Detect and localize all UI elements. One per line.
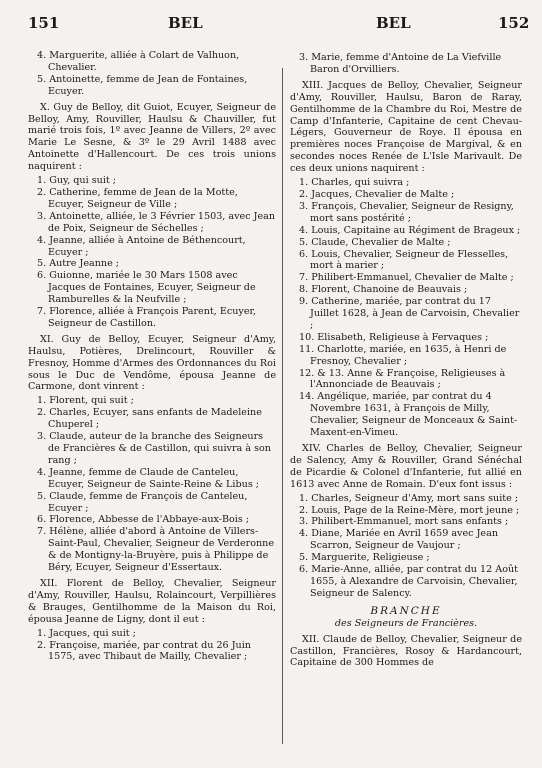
entry-list (28, 175, 276, 330)
entry-list (290, 52, 522, 76)
running-head-left: BEL (168, 14, 203, 32)
entry-list (28, 395, 276, 574)
entry-list (28, 628, 276, 664)
list-entry: 2. Charles, Ecuyer, sans enfants de Madeleine Chuperel ; (37, 407, 262, 431)
list-entry: 2. Jacques, Chevalier de Malte ; (299, 188, 455, 200)
list-entry: 6. Marie-Anne, alliée, par contrat du 12 Août 1655, à Alexandre de Carvoisin, Chevalier, Seigneur de Salency. (299, 564, 519, 599)
list-entry: 3. Marie, femme d'Antoine de La Viefville Baron d'Orvilliers. (299, 52, 502, 75)
list-entry: 5. Autre Jeanne ; (37, 258, 120, 270)
column-divider (282, 68, 283, 744)
list-entry: 1. Florent, qui suit ; (37, 395, 134, 407)
list-entry: 3. Antoinette, alliée, le 3 Février 1503, avec Jean de Poix, Seigneur de Séchelles ; (37, 210, 276, 234)
list-entry: 7. Philibert-Emmanuel, Chevalier de Malte ; (299, 272, 514, 284)
page-number-left: 151 (28, 14, 60, 32)
list-entry: 14. Angélique, mariée, par contrat du 4 Novembre 1631, à François de Milly, Chevalier, Seigneur de Monceaux & Saint-Maxent-en-Vimeu. (299, 391, 518, 439)
list-entry: 5. Claude, Chevalier de Malte ; (299, 236, 451, 248)
left-column (28, 50, 276, 663)
running-head-right: BEL (376, 14, 411, 32)
genealogy-paragraph-xiv: XIV. Charles de Belloy, Chevalier, Seigneur de Salency, Amy & Rouviller, Grand Sénéchal de Picardie & Colonel d'Infanterie, fut allié en 1613 avec Anne de Romain. D'eux font issus : (290, 443, 522, 490)
list-entry: 3. Claude, auteur de la branche des Seigneurs de Francières & de Castillon, qui suivra à son rang ; (37, 431, 271, 466)
list-entry: 2. Catherine, femme de Jean de la Motte, Ecuyer, Seigneur de Ville ; (37, 186, 238, 210)
list-entry: 2. Louis, Page de la Reine-Mère, mort jeune ; (299, 504, 520, 516)
entry-list (290, 177, 522, 439)
list-entry: 4. Jeanne, alliée à Antoine de Béthencourt, Ecuyer ; (37, 234, 246, 258)
list-entry: 1. Charles, qui suivra ; (299, 177, 410, 189)
genealogy-paragraph-xii: XII. Florent de Belloy, Chevalier, Seigneur d'Amy, Rouviller, Haulsu, Rolaincourt, Verpillières & Brauges, Gentilhomme de la Maison du Roi, épousa Jeanne de Ligny, dont il eut : (28, 577, 276, 625)
list-entry: 7. Florence, alliée à François Parent, Ecuyer, Seigneur de Castillon. (37, 306, 257, 329)
list-entry: 1. Guy, qui suit ; (37, 175, 117, 187)
list-entry: 4. Louis, Capitaine au Régiment de Brageux ; (299, 224, 521, 236)
list-entry: 9. Catherine, mariée, par contrat du 17 Juillet 1628, à Jean de Carvoisin, Chevalier ; (299, 296, 520, 331)
entry-list (290, 493, 522, 600)
genealogy-paragraph-xi: XI. Guy de Belloy, Ecuyer, Seigneur d'Amy, Haulsu, Potières, Drelincourt, Rouviller & Fresnoy, Homme d'Armes des Ordonnances du Roi sous le Duc de Vendôme, épousa Jeanne de Carmone, dont vinrent : (28, 333, 276, 393)
list-entry: 4. Marguerite, alliée à Colart de Valhuon, Chevalier. (37, 50, 240, 73)
list-entry: 5. Marguerite, Religieuse ; (299, 552, 430, 564)
list-entry: 4. Jeanne, femme de Claude de Canteleu, Ecuyer, Seigneur de Sainte-Reine & Libus ; (37, 466, 260, 490)
list-entry: 1. Charles, Seigneur d'Amy, mort sans suite ; (299, 492, 519, 504)
list-entry: 2. Françoise, mariée, par contrat du 26 Juin 1575, avec Thibaut de Mailly, Chevalier ; (37, 639, 251, 663)
genealogy-paragraph-xii-branch: XII. Claude de Belloy, Chevalier, Seigneur de Castillon, Francières, Rosoy & Hardancourt, Capitaine de 300 Hommes de (290, 633, 522, 669)
section-subheading: des Seigneurs de Francières. (334, 617, 478, 629)
entry-list (28, 50, 276, 98)
list-entry: 11. Charlotte, mariée, en 1635, à Henri de Fresnoy, Chevalier ; (299, 343, 507, 367)
list-entry: 6. Louis, Chevalier, Seigneur de Flesselles, mort à marier ; (299, 248, 509, 272)
right-column (290, 52, 522, 671)
list-entry: 12. & 13. Anne & Françoise, Religieuses à l'Annonciade de Beauvais ; (299, 367, 506, 391)
list-entry: 7. Hélène, alliée d'abord à Antoine de Villers-Saint-Paul, Chevalier, Seigneur de Verderonne & de Montigny-la-Bruyère, puis à Philippe de Béry, Ecuyer, Seigneur d'Essertaux. (37, 526, 275, 574)
genealogy-paragraph-x: X. Guy de Belloy, dit Guiot, Ecuyer, Seigneur de Belloy, Amy, Rouviller, Haulsu & Chauviller, fut marié trois fois, 1º avec Jeanne de Villers, 2º avec Marie Le Sesne, & 3º le 29 Avril 1488 avec Antoinette d'Hallencourt. De ces trois unions naquirent : (28, 101, 276, 173)
page-number-right: 152 (498, 14, 530, 32)
list-entry: 4. Diane, Mariée en Avril 1659 avec Jean Scarron, Seigneur de Vaujour ; (299, 528, 499, 552)
list-entry: 5. Claude, femme de François de Canteleu, Ecuyer ; (37, 490, 248, 514)
list-entry: 10. Elisabeth, Religieuse à Fervaques ; (299, 331, 489, 343)
list-entry: 6. Florence, Abbesse de l'Abbaye-aux-Bois ; (37, 514, 250, 526)
section-heading: BRANCHE (370, 604, 442, 617)
list-entry: 3. François, Chevalier, Seigneur de Resigny, mort sans postérité ; (299, 200, 514, 224)
list-entry: 1. Jacques, qui suit ; (37, 627, 136, 639)
list-entry: 6. Guionne, mariée le 30 Mars 1508 avec Jacques de Fontaines, Ecuyer, Seigneur de Ramburelles & la Neufville ; (37, 270, 256, 306)
list-entry: 3. Philibert-Emmanuel, mort sans enfants ; (299, 516, 509, 528)
genealogy-paragraph-xiii: XIII. Jacques de Belloy, Chevalier, Seigneur d'Amy, Rouviller, Haulsu, Baron de Raray, Gentilhomme de la Chambre du Roi, Mestre de Camp d'Infanterie, Capitaine de cent Chevau-Légers, Gouverneur de Roye. Il épousa en premières noces Françoise de Margival, & en secondes noces Renée de L'Isle Marivault. De ces deux unions naquirent : (290, 79, 522, 175)
list-entry: 5. Antoinette, femme de Jean de Fontaines, Ecuyer. (37, 73, 248, 97)
list-entry: 8. Florent, Chanoine de Beauvais ; (299, 284, 468, 296)
